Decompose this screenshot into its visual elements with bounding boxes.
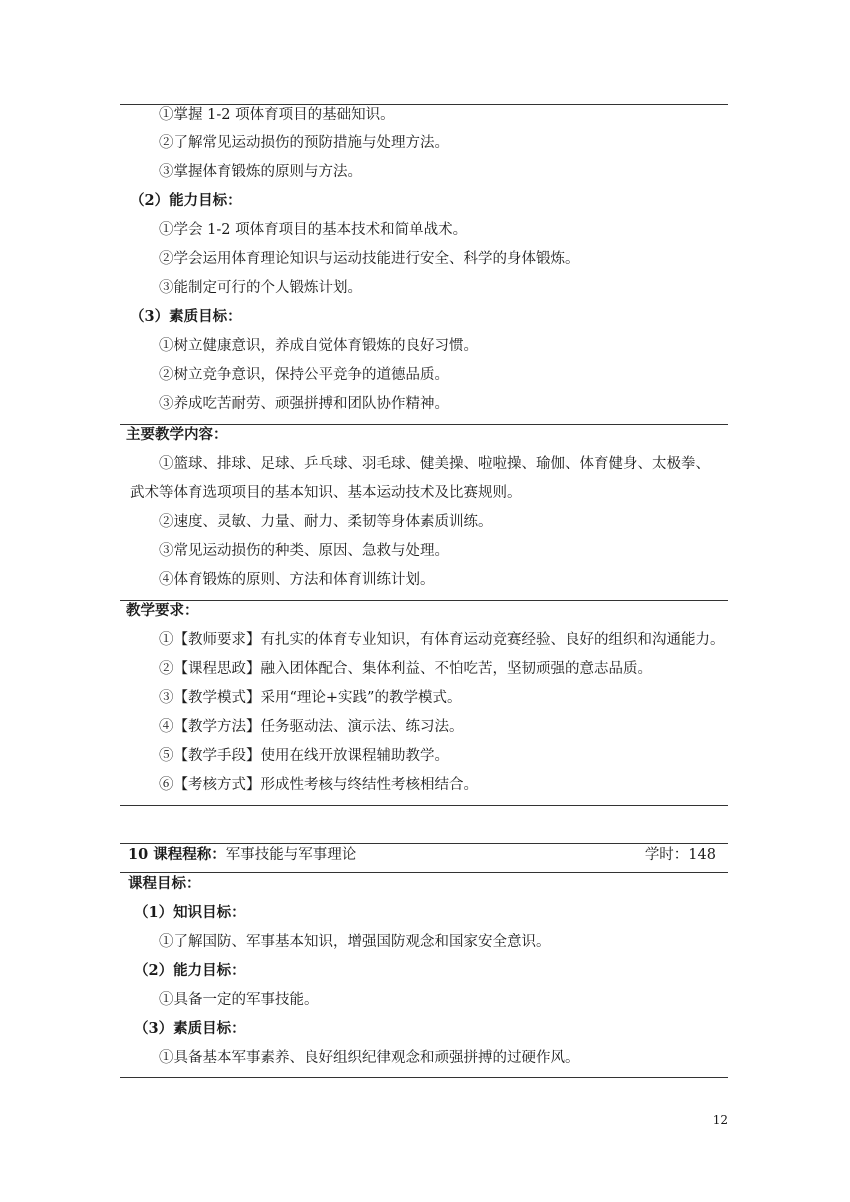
- course-hours: 学时：148: [644, 847, 716, 863]
- requirement-item: ⑥【考核方式】形成性考核与终结性考核相结合。: [159, 777, 478, 793]
- knowledge-heading: （1）知识目标：: [134, 904, 246, 921]
- quality-item: ③养成吃苦耐劳、顽强拼搏和团队协作精神。: [159, 396, 449, 412]
- section-divider: [120, 872, 728, 873]
- knowledge-item: ③掌握体育锻炼的原则与方法。: [159, 164, 362, 180]
- content-item: ②速度、灵敏、力量、耐力、柔韧等身体素质训练。: [159, 514, 493, 530]
- ability-item: ①具备一定的军事技能。: [159, 992, 319, 1008]
- table-top-rule: [120, 843, 728, 844]
- knowledge-item: ①掌握 1-2 项体育项目的基础知识。: [159, 107, 395, 123]
- ability-heading: （2）能力目标：: [130, 192, 242, 209]
- requirement-item: ④【教学方法】任务驱动法、演示法、练习法。: [159, 719, 464, 735]
- requirements-heading: 教学要求：: [126, 602, 199, 619]
- requirement-item: ①【教师要求】有扎实的体育专业知识，有体育运动竞赛经验、良好的组织和沟通能力。: [159, 632, 725, 648]
- requirement-item: ②【课程思政】融入团体配合、集体利益、不怕吃苦，坚韧顽强的意志品质。: [159, 661, 652, 677]
- content-item: ③常见运动损伤的种类、原因、急救与处理。: [159, 543, 449, 559]
- knowledge-item: ①了解国防、军事基本知识，增强国防观念和国家安全意识。: [159, 934, 551, 950]
- section-divider: [120, 600, 728, 601]
- course-label: 10 课程程称：: [128, 846, 226, 863]
- goals-heading: 课程目标：: [128, 875, 201, 892]
- course-title-row: [128, 845, 356, 865]
- course-name: 军事技能与军事理论: [225, 847, 357, 863]
- content-item: ④体育锻炼的原则、方法和体育训练计划。: [159, 572, 435, 588]
- content-item: ①篮球、排球、足球、乒乓球、羽毛球、健美操、啦啦操、瑜伽、体育健身、太极拳、: [159, 456, 710, 472]
- ability-item: ①学会 1-2 项体育项目的基本技术和简单战术。: [159, 222, 468, 238]
- quality-item: ①具备基本军事素养、良好组织纪律观念和顽强拼搏的过硬作风。: [159, 1050, 580, 1066]
- quality-heading: （3）素质目标：: [134, 1020, 246, 1037]
- content-item: 武术等体育选项项目的基本知识、基本运动技术及比赛规则。: [130, 485, 522, 501]
- ability-item: ②学会运用体育理论知识与运动技能进行安全、科学的身体锻炼。: [159, 251, 580, 267]
- content-heading: 主要教学内容：: [126, 426, 228, 443]
- ability-item: ③能制定可行的个人锻炼计划。: [159, 280, 362, 296]
- requirement-item: ③【教学模式】采用“理论+实践”的教学模式。: [159, 690, 462, 706]
- requirement-item: ⑤【教学手段】使用在线开放课程辅助教学。: [159, 748, 449, 764]
- table-bottom-rule: [120, 805, 728, 806]
- quality-heading: （3）素质目标：: [130, 308, 242, 325]
- quality-item: ①树立健康意识，养成自觉体育锻炼的良好习惯。: [159, 338, 478, 354]
- table-bottom-rule: [120, 1077, 728, 1078]
- page-number: 12: [712, 1113, 728, 1127]
- knowledge-item: ②了解常见运动损伤的预防措施与处理方法。: [159, 135, 449, 151]
- ability-heading: （2）能力目标：: [134, 962, 246, 979]
- quality-item: ②树立竞争意识，保持公平竞争的道德品质。: [159, 367, 449, 383]
